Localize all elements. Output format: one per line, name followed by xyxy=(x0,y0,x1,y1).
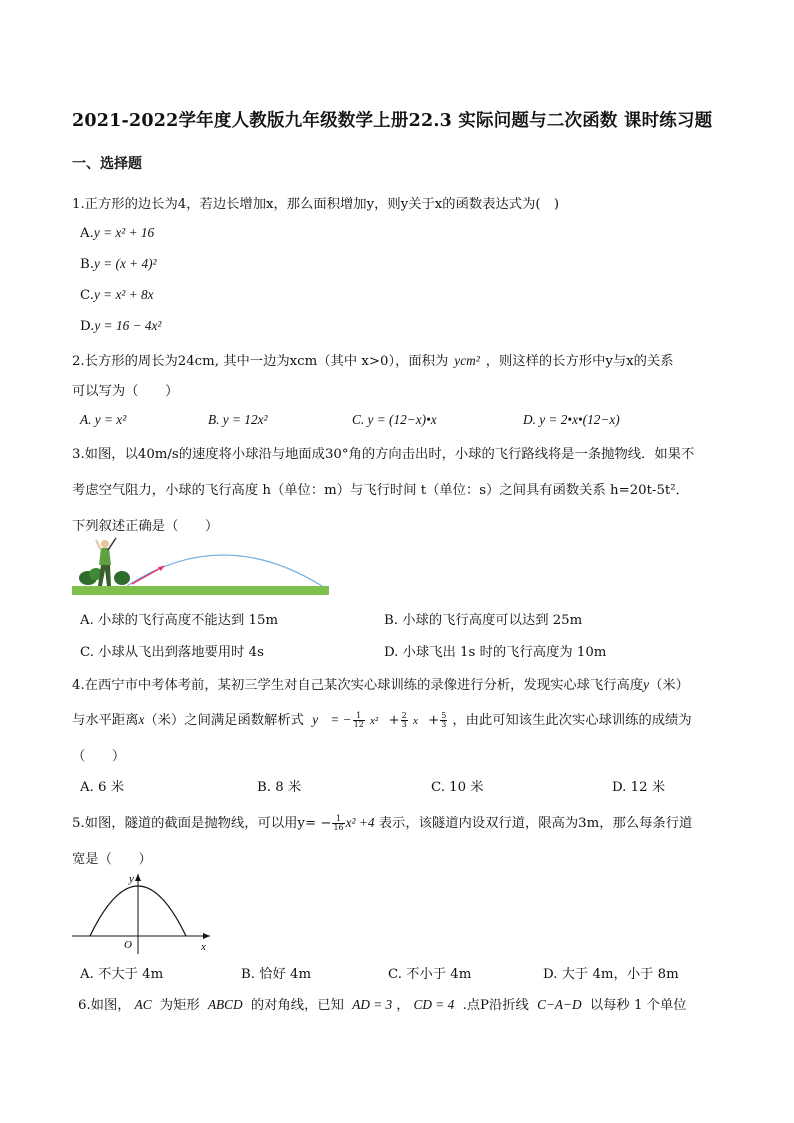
origin-label: O xyxy=(124,939,132,951)
q5-option-d: D. 大于 4m，小于 8m xyxy=(543,967,679,982)
q4-option-c: C. 10 米 xyxy=(431,780,484,795)
q1-option-c: C.y = x² + 8x xyxy=(80,287,154,303)
q5-stem-line1: 5.如图，隧道的截面是抛物线，可以用y= − $\frac{1}{16}$ x² +4 表示，该隧道内设双行道，限高为3m，那么每条行道 xyxy=(72,814,693,832)
q3-option-a: A. 小球的飞行高度不能达到 15m xyxy=(80,613,279,628)
q2-option-d: D. y = 2•x•(12−x) xyxy=(523,412,620,427)
q4-stem-line3: （ ） xyxy=(72,749,126,764)
q4-fraction-2: $\frac{2}{3}$ xyxy=(401,711,407,729)
q1-stem: 1.正方形的边长为4，若边长增加x，那么面积增加y，则y关于x的函数表达式为( ) xyxy=(72,197,560,212)
q2-stem-line2: 可以写为（ ） xyxy=(72,384,179,399)
q1-option-a: A.y = x² + 16 xyxy=(80,225,155,241)
q3-option-d: D. 小球飞出 1s 时的飞行高度为 10m xyxy=(384,645,607,660)
q3-option-b: B. 小球的飞行高度可以达到 25m xyxy=(384,613,583,628)
x-axis-label: x xyxy=(201,941,206,953)
q2-option-a: A. y = x² xyxy=(80,412,127,427)
q4-stem-line1: 4.在西宁市中考体考前，某初三学生对自己某次实心球训练的录像进行分析，发现实心球飞行高度y（米） xyxy=(72,677,689,693)
golf-shot-figure xyxy=(72,534,330,596)
q3-stem-line1: 3.如图，以40m/s的速度将小球沿与地面成30°角的方向击出时，小球的飞行路线将是一条抛物线．如果不 xyxy=(72,447,695,462)
q4-option-b: B. 8 米 xyxy=(257,780,302,795)
q4-option-d: D. 12 米 xyxy=(612,780,666,795)
section-heading: 一、选择题 xyxy=(72,156,142,172)
q1-option-d: D.y = 16 − 4x² xyxy=(80,318,162,334)
q4-stem-line2: 与水平距离x（米）之间满足函数解析式 y = − $\frac{1}{12}$ x² + $\frac{2}{3}$ x + $\frac{5}{3}$ ，由此可知该生此次实心球训练的成绩为 xyxy=(72,711,692,729)
q3-option-c: C. 小球从飞出到落地要用时 4s xyxy=(80,645,264,660)
q3-stem-line3: 下列叙述正确是（ ） xyxy=(72,519,219,534)
q5-option-c: C. 不小于 4m xyxy=(388,967,472,982)
launch-direction-arrow xyxy=(132,566,164,584)
q2-stem-line1: 2.长方形的周长为24cm, 其中一边为xcm（其中 x>0），面积为 ycm² ，则这样的长方形中y与x的关系 xyxy=(72,353,674,369)
x-axis-arrow-icon xyxy=(203,933,210,939)
q4-fraction-3: $\frac{5}{3}$ xyxy=(441,711,447,729)
page-title: 2021-2022学年度人教版九年级数学上册22.3 实际问题与二次函数 课时练习题 xyxy=(72,111,713,131)
q4-fraction-1: $\frac{1}{12}$ xyxy=(353,711,364,729)
y-axis-label: y xyxy=(129,873,134,885)
q2-option-c: C. y = (12−x)•x xyxy=(352,412,437,427)
q5-fraction: $\frac{1}{16}$ xyxy=(333,814,344,832)
q1-option-b: B.y = (x + 4)² xyxy=(80,256,157,272)
q5-stem-line2: 宽是（ ） xyxy=(72,852,152,867)
grass-ground xyxy=(72,586,329,595)
q5-option-a: A. 不大于 4m xyxy=(80,967,164,982)
q3-stem-line2: 考虑空气阻力，小球的飞行高度 h（单位：m）与飞行时间 t（单位：s）之间具有函数关系 h=20t-5t²． xyxy=(72,483,689,498)
q6-stem-line1: 6.如图， AC 为矩形 ABCD 的对角线，已知 AD = 3 ， CD = 4 .点P沿折线 C−A−D 以每秒 1 个单位 xyxy=(78,997,687,1013)
tunnel-parabola-figure xyxy=(70,868,220,956)
y-axis-arrow-icon xyxy=(135,874,141,881)
q5-option-b: B. 恰好 4m xyxy=(241,967,312,982)
q2-option-b: B. y = 12x² xyxy=(208,412,268,427)
q4-option-a: A. 6 米 xyxy=(80,780,125,795)
